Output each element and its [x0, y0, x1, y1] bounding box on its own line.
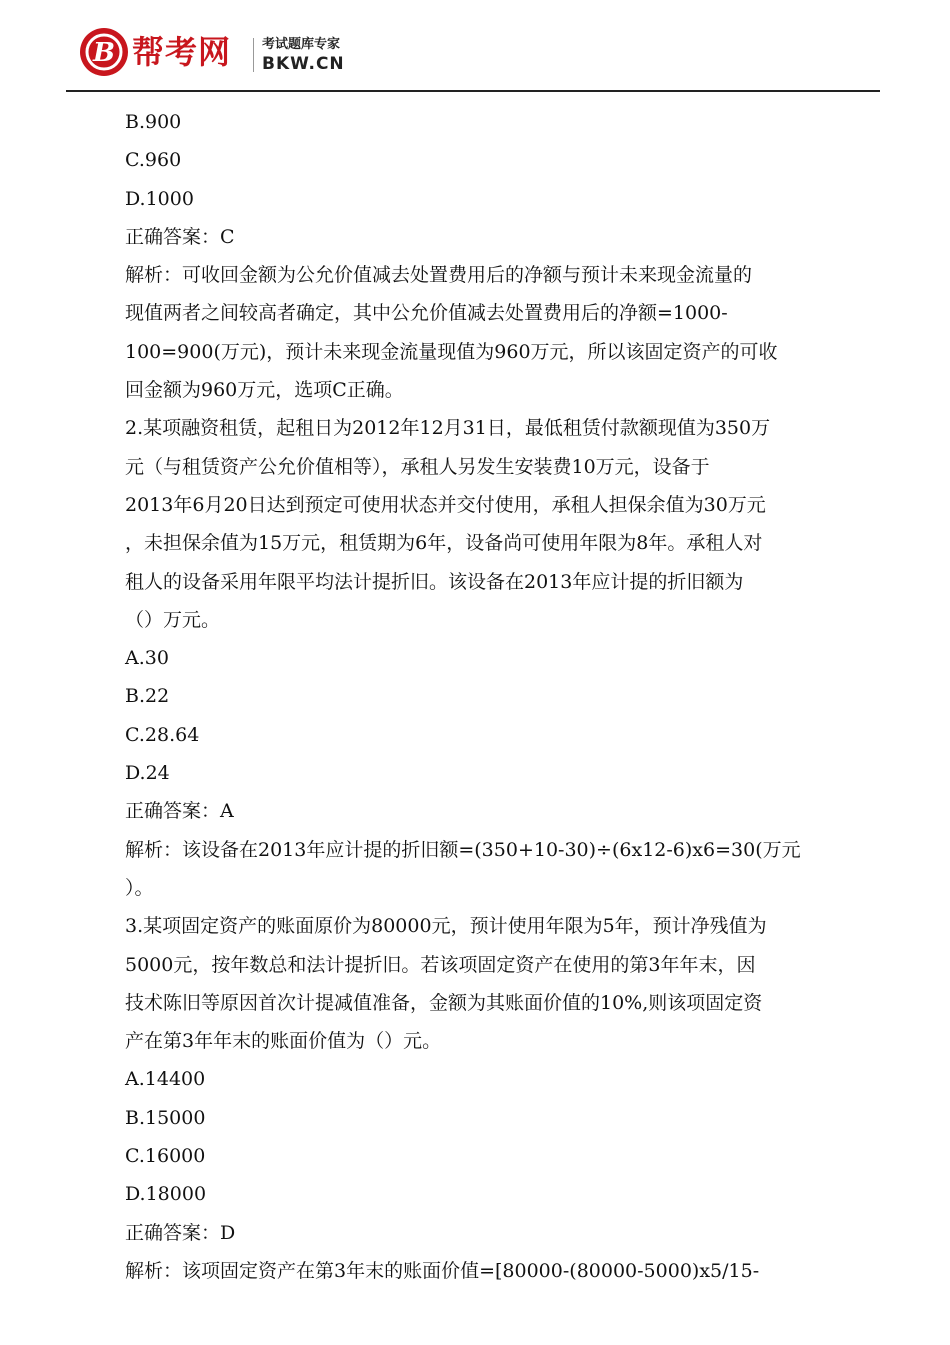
answer-line: 正确答案：D [125, 1221, 236, 1244]
brand-domain: BKW.CN [262, 54, 345, 74]
explanation-line: 现值两者之间较高者确定，其中公允价值减去处置费用后的净额=1000- [125, 302, 728, 325]
answer-line: 正确答案：C [125, 225, 235, 248]
question-line: 5000元，按年数总和法计提折旧。若该项固定资产在使用的第3年年末，因 [125, 953, 756, 976]
option-line: D.24 [125, 762, 170, 785]
answer-line: 正确答案：A [125, 800, 234, 823]
explanation-line: ）。 [125, 876, 154, 899]
explanation-line: 解析：可收回金额为公允价值减去处置费用后的净额与预计未来现金流量的 [125, 264, 753, 287]
option-line: C.28.64 [125, 723, 200, 746]
option-line: B.900 [125, 111, 182, 133]
option-line: B.22 [125, 685, 170, 708]
option-line: C.960 [125, 149, 182, 172]
question-line: 2013年6月20日达到预定可使用状态并交付使用，承租人担保余值为30万元 [125, 493, 766, 516]
option-line: A.30 [125, 647, 169, 670]
brand-slogan: 考试题库专家 [262, 37, 341, 52]
option-line: A.14400 [125, 1068, 206, 1091]
question-line: （）万元。 [125, 608, 221, 631]
option-line: D.18000 [125, 1183, 207, 1206]
option-line: B.15000 [125, 1106, 206, 1129]
logo-divider [253, 38, 254, 72]
explanation-line: 100=900(万元)，预计未来现金流量现值为960万元，所以该固定资产的可收 [125, 340, 778, 363]
header-divider [66, 90, 880, 92]
question-line: 产在第3年年末的账面价值为（）元。 [125, 1030, 442, 1053]
explanation-line: 解析：该项固定资产在第3年末的账面价值=[80000-(80000-5000)x5/15- [125, 1259, 760, 1282]
brand-logo-icon [78, 26, 130, 78]
question-line: 技术陈旧等原因首次计提减值准备，金额为其账面价值的10%,则该项固定资 [125, 991, 763, 1014]
brand-name: 帮考网 [132, 33, 232, 71]
option-line: D.1000 [125, 187, 194, 210]
option-line: C.16000 [125, 1145, 206, 1168]
explanation-line: 回金额为960万元，选项C正确。 [125, 379, 404, 402]
page-header [78, 26, 878, 92]
svg-text:B: B [93, 38, 115, 68]
question-line: 2.某项融资租赁，起租日为2012年12月31日，最低租赁付款额现值为350万 [125, 417, 771, 440]
explanation-line: 解析：该设备在2013年应计提的折旧额=(350+10-30)÷(6x12-6)x6=30(万元 [125, 838, 801, 861]
document-body [125, 103, 870, 1290]
question-line: 3.某项固定资产的账面原价为80000元，预计使用年限为5年，预计净残值为 [125, 915, 767, 938]
question-line: ，未担保余值为15万元，租赁期为6年，设备尚可使用年限为8年。承租人对 [125, 532, 763, 555]
question-line: 元（与租赁资产公允价值相等），承租人另发生安装费10万元，设备于 [125, 455, 710, 478]
question-line: 租人的设备采用年限平均法计提折旧。该设备在2013年应计提的折旧额为 [125, 570, 744, 593]
